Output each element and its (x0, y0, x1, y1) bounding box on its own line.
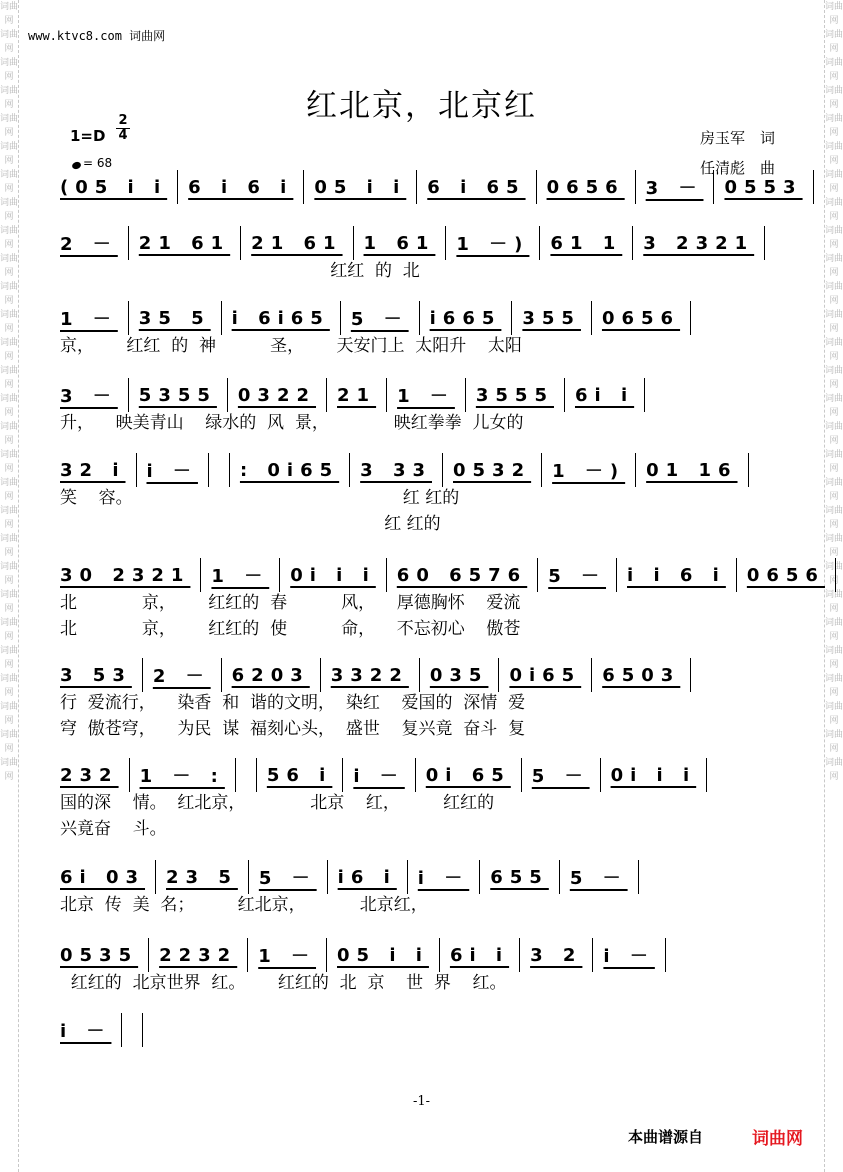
score-row (60, 455, 775, 537)
barline (247, 938, 248, 972)
barline (748, 453, 749, 487)
measure: : 0i65 (239, 459, 340, 481)
measure: 0535 (60, 944, 139, 966)
measure: 1 －) (552, 461, 626, 482)
barline (200, 558, 201, 592)
barline (129, 758, 130, 792)
barline (592, 938, 593, 972)
barline (303, 170, 304, 204)
barline (326, 378, 327, 412)
measure: 1 61 (363, 232, 436, 254)
barline (128, 226, 129, 260)
measure: 21 61 (138, 232, 231, 254)
barline (327, 860, 328, 894)
barline (591, 658, 592, 692)
barline (479, 860, 480, 894)
measure: 1 － (397, 386, 455, 407)
barline (465, 378, 466, 412)
barline (349, 453, 350, 487)
barline (235, 758, 236, 792)
barline (537, 558, 538, 592)
notation-line (60, 660, 775, 690)
measure: 23 5 (166, 866, 238, 888)
measure: 5 － (531, 766, 590, 787)
measure: 5 － (569, 868, 628, 889)
barline (559, 860, 560, 894)
measure: 035 (429, 664, 489, 686)
measure: 355 (522, 307, 581, 329)
notation-line (60, 455, 775, 485)
barline (690, 658, 691, 692)
lyric-line: 兴竟奋 斗。 (60, 819, 167, 839)
notation-line (60, 1015, 775, 1045)
lyricist-credit: 房玉军 词 (699, 129, 775, 147)
barline (416, 170, 417, 204)
measure: i － (603, 946, 655, 967)
barline (128, 378, 129, 412)
time-signature (116, 114, 130, 143)
barline (142, 658, 143, 692)
measure: 3 53 (60, 664, 132, 686)
barline (445, 226, 446, 260)
barline (764, 226, 765, 260)
measure: 3 2 (530, 944, 583, 966)
barline (128, 301, 129, 335)
measure: 0i65 (509, 664, 582, 686)
measure: 3 2321 (643, 232, 755, 254)
score-row (60, 303, 775, 385)
measure: 0656 (746, 564, 825, 586)
barline (386, 378, 387, 412)
measure: 6203 (231, 664, 310, 686)
measure: 3 － (60, 386, 118, 407)
barline (536, 170, 537, 204)
barline (442, 453, 443, 487)
notation-line (60, 172, 803, 202)
barline (690, 301, 691, 335)
site-url: www.ktvc8.com 词曲网 (28, 29, 166, 43)
measure: 6503 (602, 664, 681, 686)
barline (835, 558, 836, 592)
measure: 232 (60, 764, 119, 786)
song-title: 红北京，北京红 (306, 88, 537, 124)
barline (521, 758, 522, 792)
measure: 6i i (574, 384, 635, 406)
measure: 0i i i (610, 764, 697, 786)
barline (813, 170, 814, 204)
barline (498, 658, 499, 692)
barline (326, 938, 327, 972)
key-signature: 1=D (70, 127, 106, 145)
lyric-line: 行 爱流行， 染香 和 谐的文明， 染红 爱国的 深情 爱 (60, 693, 526, 713)
score-row (60, 760, 775, 842)
lyric-line: 红红的 北京世界 红。 红红的 北 京 世 界 红。 (60, 973, 507, 993)
barline (419, 658, 420, 692)
barline (635, 170, 636, 204)
measure: 60 6576 (396, 564, 528, 586)
measure: 6 i 65 (427, 176, 526, 198)
time-top: 2 (116, 114, 130, 129)
barline (736, 558, 737, 592)
measure: 5355 (138, 384, 217, 406)
measure: 32 i (60, 459, 126, 481)
barline (638, 860, 639, 894)
left-watermark-strip: 词曲网 词曲网 词曲网 词曲网 词曲网 词曲网 词曲网 词曲网 词曲网 词曲网 词曲网 词曲网 词曲网 词曲网 词曲网 词曲网 词曲网 词曲网 词曲网 词曲网 词曲网 词曲网 词曲网 词曲网 词曲网 词曲网 词曲网 词曲网 (0, 0, 19, 1172)
barline (706, 758, 707, 792)
tempo-marking (72, 156, 112, 170)
right-watermark-strip: 词曲网 词曲网 词曲网 词曲网 词曲网 词曲网 词曲网 词曲网 词曲网 词曲网 词曲网 词曲网 词曲网 词曲网 词曲网 词曲网 词曲网 词曲网 词曲网 词曲网 词曲网 词曲网 词曲网 词曲网 词曲网 词曲网 词曲网 词曲网 (824, 0, 843, 1172)
barline (208, 453, 209, 487)
lyric-line: 国的深 情。 红北京， 北京 红， 红红的 (60, 793, 495, 813)
measure: i － (353, 766, 405, 787)
measure: 2 － (60, 234, 118, 255)
measure: (05 i i (60, 176, 168, 198)
barline (564, 378, 565, 412)
measure: i6 i (337, 866, 397, 888)
tempo-value: = 68 (83, 156, 113, 170)
measure: 6i i (449, 944, 510, 966)
barline (419, 301, 420, 335)
barline (539, 226, 540, 260)
notation-line (60, 862, 775, 892)
lyric-line: 京， 红红 的 神 圣， 天安门上 太阳升 太阳 (60, 336, 522, 356)
measure: 21 61 (251, 232, 343, 254)
measure: 2 － (152, 666, 211, 687)
measure: 5 － (548, 566, 607, 587)
notation-line (60, 560, 825, 590)
measure: 6i 03 (60, 866, 146, 888)
barline (256, 758, 257, 792)
notation-line (60, 940, 775, 970)
quarter-note-icon (71, 161, 82, 171)
barline (155, 860, 156, 894)
measure: 61 1 (550, 232, 623, 254)
measure: 1 － : (139, 766, 225, 787)
measure: 2232 (159, 944, 238, 966)
barline (415, 758, 416, 792)
measure: 0656 (601, 307, 681, 329)
measure: 6 i 6 i (188, 176, 294, 198)
notation-line (60, 228, 775, 258)
measure: i i 6 i (627, 564, 726, 586)
lyric-line (60, 202, 775, 228)
barline (511, 301, 512, 335)
measure: 35 5 (138, 307, 211, 329)
measure: 3555 (475, 384, 554, 406)
lyric-line: 北 京， 红红的 使 命， 不忘初心 傲苍 (60, 619, 521, 639)
notation-line (60, 760, 775, 790)
barline (407, 860, 408, 894)
barline (635, 453, 636, 487)
barline (221, 301, 222, 335)
lyric-line: 升， 映美青山 绿水的 风 景， 映红拳拳 儿女的 (60, 413, 524, 433)
barline (386, 558, 387, 592)
lyric-line: 红红 的 北 (60, 261, 420, 281)
measure: 0532 (453, 459, 532, 481)
barline (342, 758, 343, 792)
score-row (60, 560, 825, 642)
barline (340, 301, 341, 335)
barline (600, 758, 601, 792)
measure: 0i 65 (425, 764, 511, 786)
source-site-link[interactable]: 词曲网 (752, 1129, 803, 1149)
score-row (60, 862, 775, 944)
barline (320, 658, 321, 692)
measure: 3 33 (360, 459, 432, 481)
barline (632, 226, 633, 260)
lyric-line: 红 红的 (60, 514, 441, 534)
measure: 655 (490, 866, 549, 888)
measure: i － (417, 868, 470, 889)
measure: 0656 (546, 176, 625, 198)
barline (221, 658, 222, 692)
measure: 1 － (211, 566, 270, 587)
barline (136, 453, 137, 487)
score-row (60, 1015, 775, 1097)
measure: 5 － (258, 868, 317, 889)
measure: i665 (429, 307, 502, 329)
barline (519, 938, 520, 972)
measure: 3 － (645, 178, 704, 199)
measure: 21 (337, 384, 377, 406)
barline (227, 378, 228, 412)
measure: 01 16 (646, 459, 738, 481)
barline (616, 558, 617, 592)
barline (248, 860, 249, 894)
measure: 3322 (330, 664, 409, 686)
barline (353, 226, 354, 260)
measure: 05 i i (337, 944, 429, 966)
notation-line (60, 380, 775, 410)
source-label: 本曲谱源自 (627, 1128, 703, 1146)
barline (148, 938, 149, 972)
barline (713, 170, 714, 204)
time-bottom: 4 (118, 128, 128, 143)
lyric-line: 笑 容。 红 红的 (60, 488, 460, 508)
barline (439, 938, 440, 972)
lyric-line (60, 1045, 775, 1071)
barline (665, 938, 666, 972)
measure: 5 － (350, 309, 409, 330)
measure: 0553 (724, 176, 803, 198)
measure: 1 － (60, 309, 118, 330)
barline (279, 558, 280, 592)
barline (142, 1013, 143, 1047)
lyric-line: 北京 传 美 名； 红北京， 北京红， (60, 895, 428, 915)
barline (240, 226, 241, 260)
notation-line (60, 303, 775, 333)
score-row (60, 380, 775, 462)
measure: 0322 (237, 384, 317, 406)
barline (591, 301, 592, 335)
measure: 30 2321 (60, 564, 191, 586)
measure: i － (146, 461, 198, 482)
measure: i 6i65 (231, 307, 330, 329)
barline (177, 170, 178, 204)
barline (541, 453, 542, 487)
score-row (60, 660, 775, 742)
measure: 1 －) (456, 234, 530, 255)
barline (121, 1013, 122, 1047)
measure: i － (60, 1021, 112, 1042)
lyric-line: 北 京， 红红的 春 风， 厚德胸怀 爱流 (60, 593, 521, 613)
lyric-line: 穹 傲苍穹， 为民 谋 福刻心头， 盛世 复兴竟 奋斗 复 (60, 719, 526, 739)
measure: 0i i i (290, 564, 376, 586)
barline (229, 453, 230, 487)
page-number: -1- (412, 1094, 431, 1109)
composer-credit: 任清彪 曲 (699, 159, 775, 177)
measure: 56 i (266, 764, 333, 786)
barline (644, 378, 645, 412)
score-row (60, 940, 775, 1022)
score-row (60, 228, 775, 310)
measure: 1 － (258, 946, 317, 967)
measure: 05 i i (314, 176, 407, 198)
